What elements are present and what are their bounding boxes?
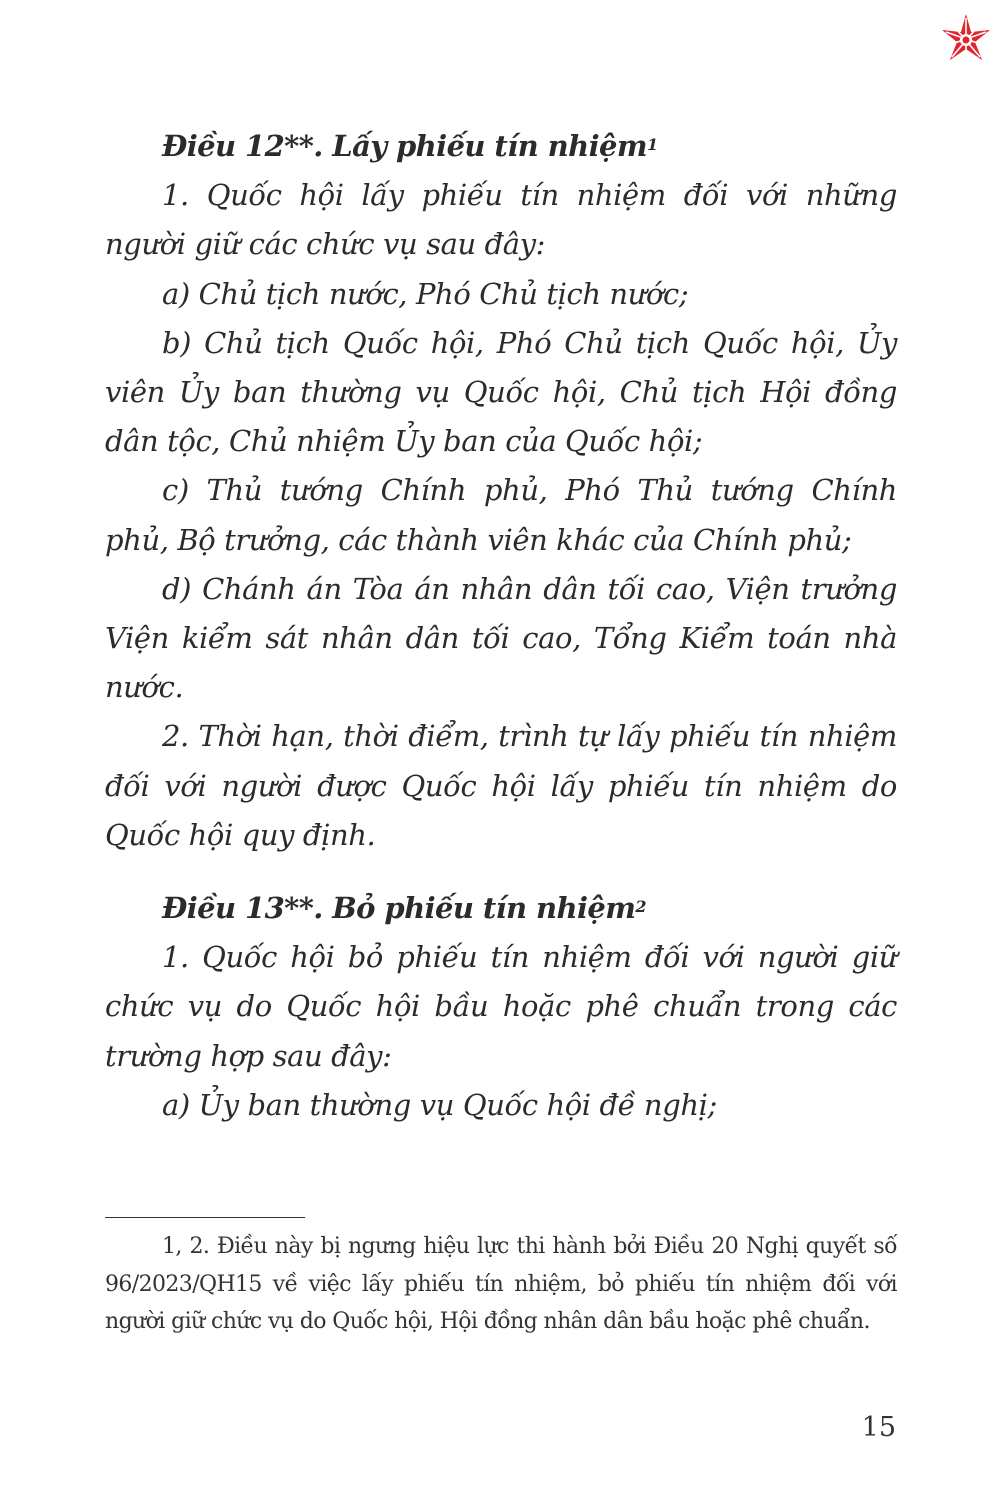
article-13-clause-1: 1. Quốc hội bỏ phiếu tín nhiệm đối với người giữ chức vụ do Quốc hội bầu hoặc phê chuẩn trong các trường hợp sau đây: [105,940,897,1073]
article-12-item-b: b) Chủ tịch Quốc hội, Phó Chủ tịch Quốc hội, Ủy viên Ủy ban thường vụ Quốc hội, Chủ tịch Hội đồng dân tộc, Chủ nhiệm Ủy ban của Quốc hội; [105,325,897,459]
article-12-heading: Điều 12**. Lấy phiếu tín nhiệm$^1$ [162,129,658,163]
publisher-logo-icon [936,10,996,70]
footnote: 1, 2. Điều này bị ngưng hiệu lực thi hành bởi Điều 20 Nghị quyết số 96/2023/QH15 về việc lấy phiếu tín nhiệm, bỏ phiếu tín nhiệm đối với người giữ chức vụ do Quốc hội, Hội đồng nhân dân bầu hoặc phê chuẩn. [105,1234,897,1334]
article-13-item-a: a) Ủy ban thường vụ Quốc hội đề nghị; [162,1087,717,1122]
article-12-item-d: d) Chánh án Tòa án nhân dân tối cao, Viện trưởng Viện kiểm sát nhân dân tối cao, Tổng Kiểm toán nhà nước. [105,571,897,705]
article-12-item-c: c) Thủ tướng Chính phủ, Phó Thủ tướng Chính phủ, Bộ trưởng, các thành viên khác của Chính phủ; [105,473,897,557]
footnote-ref-2: 2 [635,897,646,917]
article-13-heading: Điều 13**. Bỏ phiếu tín nhiệm$^2$ [162,891,646,926]
article-12-clause-2: 2. Thời hạn, thời điểm, trình tự lấy phiếu tín nhiệm đối với người được Quốc hội lấy phiếu tín nhiệm do Quốc hội quy định. [105,719,897,852]
footnote-ref-1: 1 [646,135,658,154]
article-12-clause-1: 1. Quốc hội lấy phiếu tín nhiệm đối với những người giữ các chức vụ sau đây: [105,178,897,262]
footnote-divider [105,1217,305,1218]
article-12-item-a: a) Chủ tịch nước, Phó Chủ tịch nước; [162,276,689,311]
page-body [105,122,897,1130]
page-number: 15 [861,1412,896,1443]
